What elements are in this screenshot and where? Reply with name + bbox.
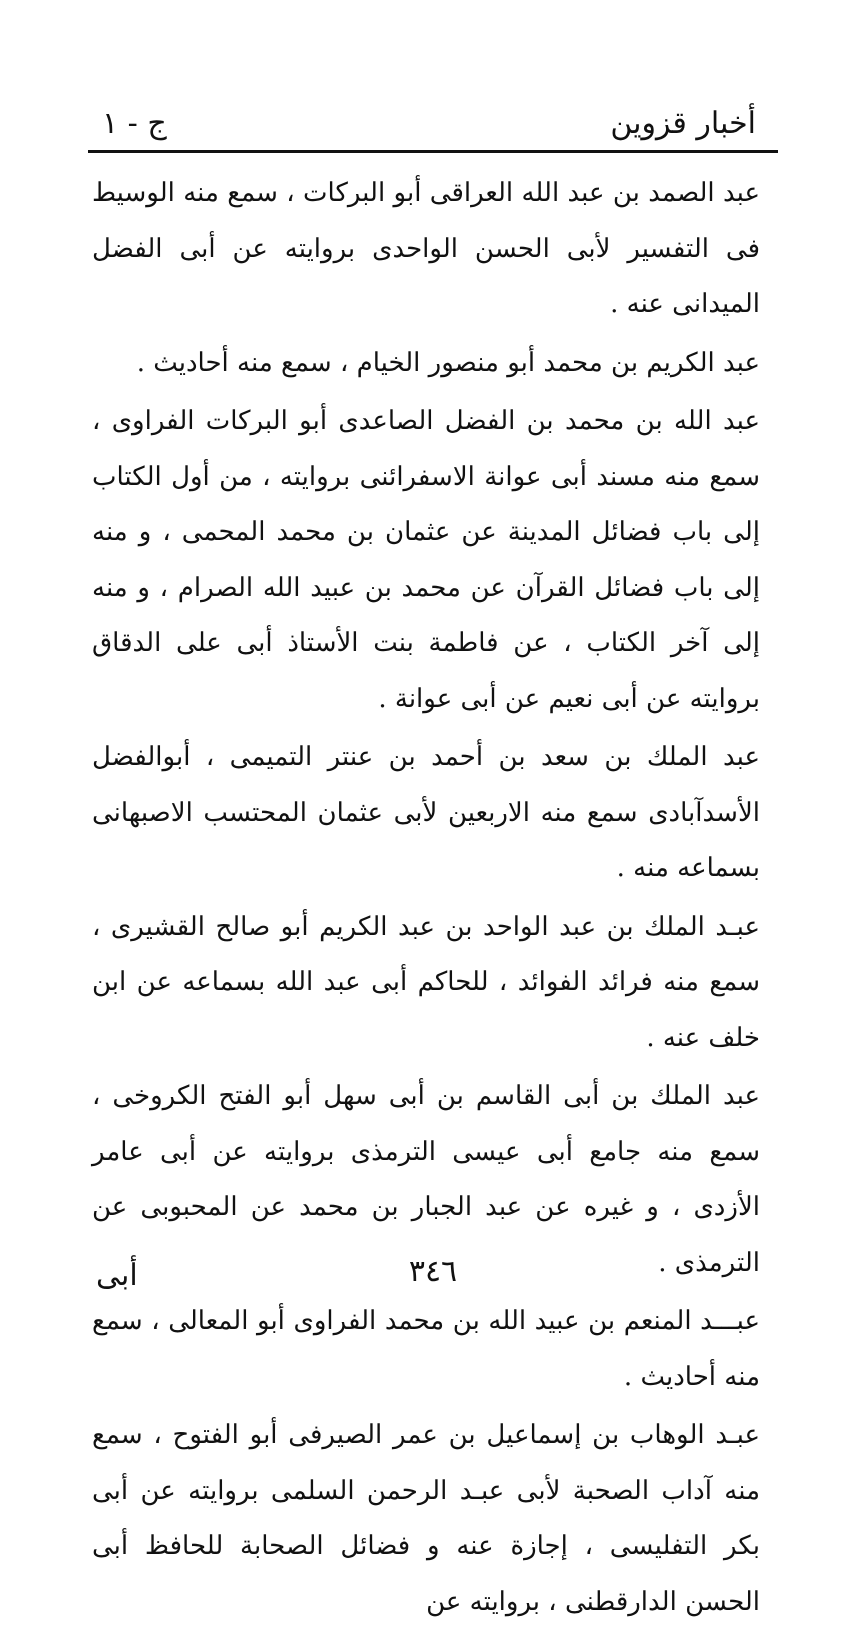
page-footer xyxy=(88,1252,778,1302)
entry-abd-al-malik-abi-al-qasim: عبد الملك بن أبى القاسم بن أبى سهل أبو الفتح الكروخى ، سمع منه جامع أبى عيسى الترمذى بروايته عن أبى عامر الأزدى ، و غيره عن عبد الجبار بن محمد عن المحبوبى عن الترمذى . xyxy=(92,1081,760,1278)
entry-abd-allah: عبد الله بن محمد بن الفضل الصاعدى أبو البركات الفراوى ، سمع منه مسند أبى عوانة الاسفرائنى بروايته ، من أول الكتاب إلى باب فضائل المدينة عن عثمان بن محمد المحمى ، و منه إلى باب فضائل القرآن عن محمد بن عبيد الله الصرام ، و منه إلى آخر الكتاب ، عن فاطمة بنت الأستاذ أبى على الدقاق بروايته عن أبى نعيم عن أبى عوانة . xyxy=(92,406,760,714)
entry-abd-al-malik-abd-al-wahid: عبـد الملك بن عبد الواحد بن عبد الكريم أبو صالح القشيرى ، سمع منه فرائد الفوائد ، للحاكم أبى عبد الله بسماعه عن ابن خلف عنه . xyxy=(92,911,760,1053)
running-title: أخبار قزوين xyxy=(610,106,756,141)
catchword: أبى xyxy=(96,1258,138,1293)
entry-abd-al-wahhab: عبـد الوهاب بن إسماعيل بن عمر الصيرفى أبو الفتوح ، سمع منه آداب الصحبة لأبى عبـد الرحمن السلمى بروايته عن أبى بكر التفليسى ، إجازة عنه و فضائل الصحابة للحافظ أبى الحسن الدارقطنى ، بروايته عن xyxy=(92,1420,761,1617)
entry-abd-al-samad: عبد الصمد بن عبد الله العراقى أبو البركات ، سمع منه الوسيط فى التفسير لأبى الحسن الواحدى بروايته عن أبى الفضل الميدانى عنه . xyxy=(92,178,760,319)
running-header xyxy=(88,100,778,148)
page-number: ٣٤٦ xyxy=(408,1254,458,1289)
entry-abd-al-munim: عبـــد المنعم بن عبيد الله بن محمد الفراوى أبو المعالى ، سمع منه أحاديث . xyxy=(92,1306,760,1392)
header-rule xyxy=(88,150,778,153)
entry-abd-al-malik-saad: عبد الملك بن سعد بن أحمد بن عنتر التميمى ، أبوالفضل الأسدآبادى سمع منه الاربعين لأبى عثمان المحتسب الاصبهانى بسماعه منه . xyxy=(92,742,760,883)
page-body xyxy=(92,166,760,1633)
entry-abd-al-karim: عبد الكريم بن محمد أبو منصور الخيام ، سمع منه أحاديث . xyxy=(136,347,760,378)
volume-label: ج - ١ xyxy=(102,106,167,141)
